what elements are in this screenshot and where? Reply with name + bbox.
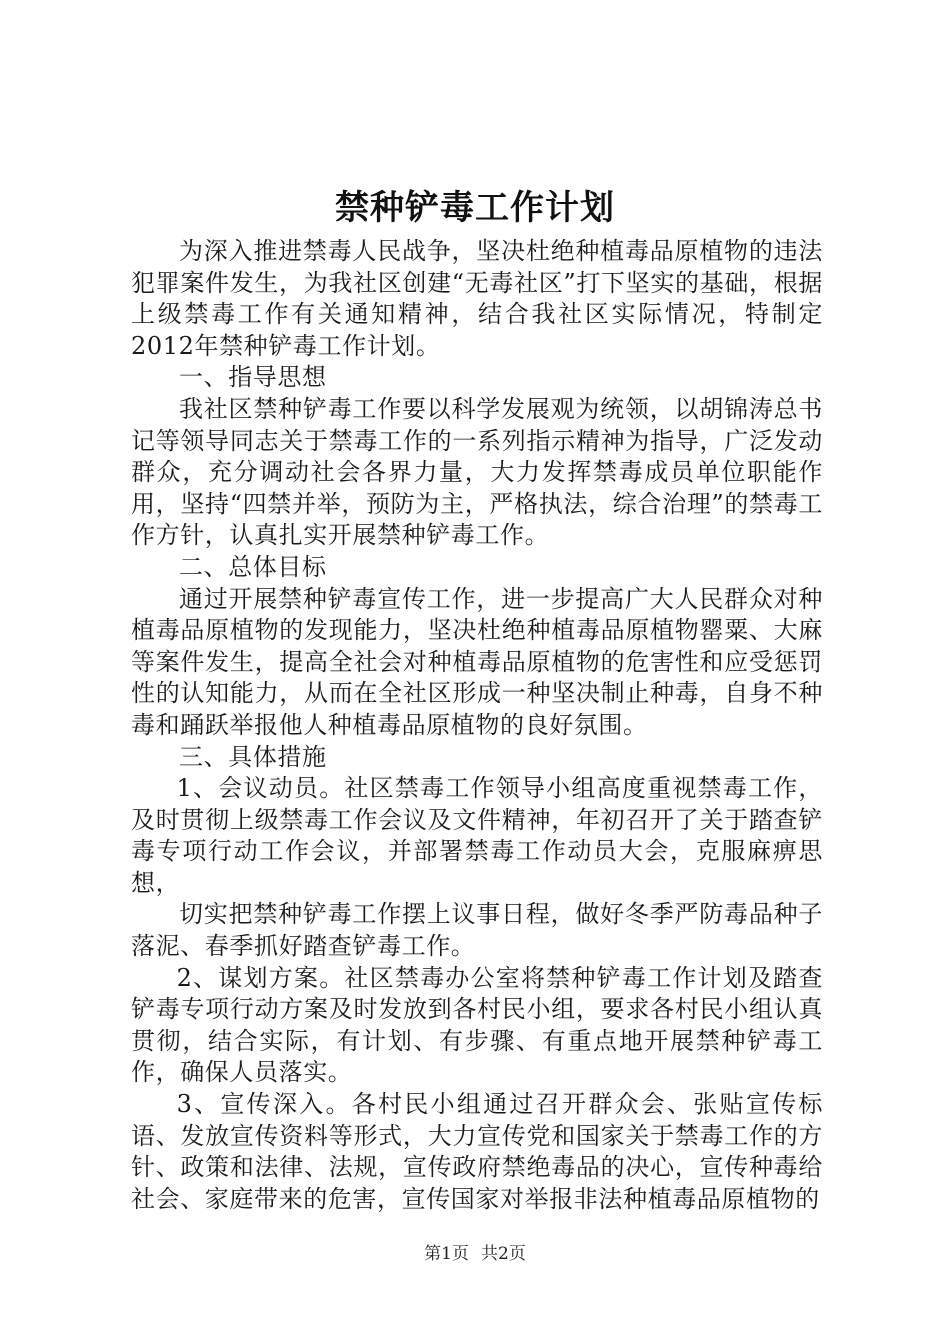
intro-paragraph: 为深入推进禁毒人民战争，坚决杜绝种植毒品原植物的违法犯罪案件发生，为我社区创建“无毒社区”打下坚实的基础，根据上级禁毒工作有关通知精神，结合我社区实际情况，特制定2012年禁种铲毒工作计划。 <box>131 237 823 360</box>
measure-1-continuation: 切实把禁种铲毒工作摆上议事日程，做好冬季严防毒品种子落泥、春季抓好踏查铲毒工作。 <box>131 900 823 961</box>
section-heading-specific-measures: 三、具体措施 <box>179 742 327 771</box>
guiding-ideology-paragraph: 我社区禁种铲毒工作要以科学发展观为统领，以胡锦涛总书记等领导同志关于禁毒工作的一系列指示精神为指导，广泛发动群众，充分调动社会各界力量，大力发挥禁毒成员单位职能作用，坚持“四禁并举，预防为主，严格执法，综合治理”的禁毒工作方针，认真扎实开展禁种铲毒工作。 <box>131 394 823 550</box>
page-total: 共2页 <box>481 1244 526 1264</box>
measure-3-paragraph: 3、宣传深入。各村民小组通过召开群众会、张贴宣传标语、发放宣传资料等形式，大力宣传党和国家关于禁毒工作的方针、政策和法律、法规，宣传政府禁绝毒品的决心，宣传种毒给社会、家庭带来的危害，宣传国家对举报非法种植毒品原植物的 <box>131 1090 823 1213</box>
overall-goal-paragraph: 通过开展禁种铲毒宣传工作，进一步提高广大人民群众对种植毒品原植物的发现能力，坚决杜绝种植毒品原植物罂粟、大麻等案件发生，提高全社会对种植毒品原植物的危害性和应受惩罚性的认知能力，从而在全社区形成一种坚决制止种毒，自身不种毒和踊跃举报他人种植毒品原植物的良好氛围。 <box>131 584 823 739</box>
section-heading-guiding-ideology: 一、指导思想 <box>179 363 327 392</box>
document-body <box>131 236 823 1215</box>
measure-2-paragraph: 2、谋划方案。社区禁毒办公室将禁种铲毒工作计划及踏查铲毒专项行动方案及时发放到各村民小组，要求各村民小组认真贯彻，结合实际，有计划、有步骤、有重点地开展禁种铲毒工作，确保人员落实。 <box>131 963 823 1087</box>
page-number: 第1页 <box>424 1244 469 1264</box>
measure-1-paragraph: 1、会议动员。社区禁毒工作领导小组高度重视禁毒工作，及时贯彻上级禁毒工作会议及文件精神，年初召开了关于踏查铲毒专项行动工作会议，并部署禁毒工作动员大会，克服麻痹思想， <box>131 774 823 897</box>
page-footer <box>0 1242 950 1266</box>
document-title: 禁种铲毒工作计划 <box>335 188 615 228</box>
section-heading-overall-goal: 二、总体目标 <box>179 552 327 581</box>
